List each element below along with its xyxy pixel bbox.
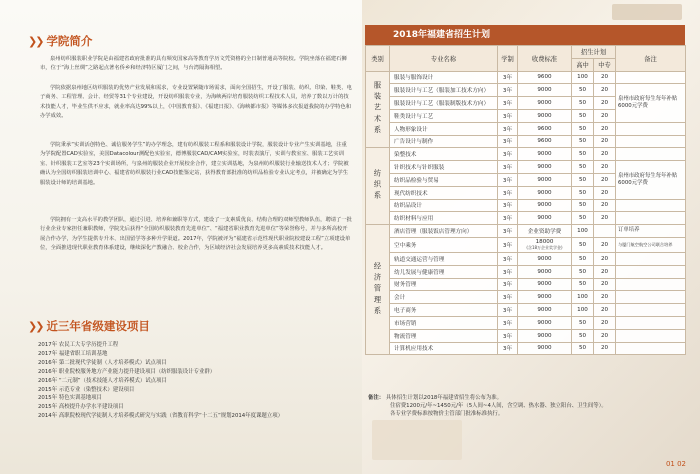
double-chevron-icon: ❯❯	[28, 34, 43, 48]
intro-paragraph: 泉州纺织服装职业学院是由福建省政府批准的具有频发国家高等教育学历文凭资格的全日制普通高等院校。学院坐落在福建石狮市，位于“海上丝绸”之路起点著名侨乡和经济特区厦门之间，与台湾隔海相望。	[40, 56, 347, 72]
years-cell: 3年	[498, 265, 518, 278]
remark-cell	[616, 212, 686, 225]
intro-paragraph: 学院依据泉州地区纺织服装的优势产业发展和需求，专业设置紧随市场需求，面向全国招生，开设了服装、纺织、印染、鞋类、电子商务、工程管理、会计、经贸等31个专业建设，开设纺织服装专业，为海峡两岸培育服装纺织工程技术人员，培养了数以万计的技术技能人才，毕业生供不应求，就业率高达99%以上，《中国教育报》、《福建日报》、《海峡都市报》等媒体多次报道我院的办学特色和办学成效。	[40, 85, 352, 120]
table-row	[366, 148, 686, 161]
gaozhong-cell: 50	[572, 135, 594, 148]
enrollment-plan	[365, 25, 685, 355]
table-header-row	[366, 46, 686, 59]
zhongzhuan-cell: 20	[594, 161, 616, 174]
table-row	[366, 304, 686, 317]
years-cell: 3年	[498, 316, 518, 329]
projects-list	[38, 341, 356, 421]
remark-cell: 泉州市政府每生每年补贴6000元学费	[616, 84, 686, 122]
years-cell: 3年	[498, 304, 518, 317]
major-cell: 纺织材料与应用	[390, 212, 498, 225]
gaozhong-cell: 50	[572, 252, 594, 265]
years-cell: 3年	[498, 252, 518, 265]
fee-cell: 9000	[518, 173, 572, 186]
zhongzhuan-cell: 20	[594, 291, 616, 304]
notes-label: 备注：	[368, 395, 385, 401]
decor-paper	[372, 420, 462, 460]
gaozhong-cell: 50	[572, 161, 594, 174]
gaozhong-cell: 50	[572, 173, 594, 186]
note-line: 住宿费1200元/年~1450元/年（5人间~4人间，含空调、热水器、独立阳台、卫生间等）。	[390, 403, 607, 410]
gaozhong-cell: 50	[572, 122, 594, 135]
major-cell: 广告设计与制作	[390, 135, 498, 148]
years-cell: 3年	[498, 278, 518, 291]
remark-cell: 泉州市政府每生每年补贴6000元学费	[616, 161, 686, 199]
intro-heading	[28, 33, 92, 49]
fee-cell: 企业资助学费	[518, 225, 572, 238]
major-cell: 鞋类设计与工艺	[390, 109, 498, 122]
list-item: 2015年 示范专业（染整技术）建设项目	[38, 386, 135, 393]
major-cell: 人物形象设计	[390, 122, 498, 135]
gaozhong-cell: 100	[572, 225, 594, 238]
major-cell: 服装设计与工艺（服装加工技术方向）	[390, 84, 498, 97]
list-item: 2016年 第二批现代学徒制（人才培养模式）试点项目	[38, 359, 167, 366]
zhongzhuan-cell: 20	[594, 316, 616, 329]
major-cell: 针织技术与针织服装	[390, 161, 498, 174]
gaozhong-cell: 50	[572, 329, 594, 342]
gaozhong-cell: 50	[572, 342, 594, 355]
list-item: 2016年 职业院校服务地方产业能力提升建设项目（纺织服装设计专业群）	[38, 368, 216, 375]
header-remark: 备注	[616, 46, 686, 72]
fee-cell: 9000	[518, 265, 572, 278]
fee-cell	[518, 237, 572, 252]
list-item: 2017年 福建省职工培训基地	[38, 350, 108, 357]
remark-cell	[616, 199, 686, 212]
table-row	[366, 265, 686, 278]
note-line: 各专业学费标准按物价主管部门批准标准执行。	[390, 411, 504, 418]
table-row	[366, 199, 686, 212]
remark-cell	[616, 71, 686, 84]
list-item: 2016年 “二元制”（技术技能人才培养模式）试点项目	[38, 377, 167, 384]
remark-cell	[616, 304, 686, 317]
double-chevron-icon: ❯❯	[28, 319, 43, 333]
table-row	[366, 252, 686, 265]
zhongzhuan-cell: 20	[594, 97, 616, 110]
major-cell: 物流管理	[390, 329, 498, 342]
remark-cell	[616, 316, 686, 329]
fee-cell: 9600	[518, 135, 572, 148]
decor-fabric	[612, 4, 682, 20]
header-major: 专业名称	[390, 46, 498, 72]
years-cell: 3年	[498, 161, 518, 174]
fee-sub-note: (含18万企业奖学金)	[526, 244, 563, 250]
fee-cell: 9000	[518, 316, 572, 329]
header-fee: 收费标准	[518, 46, 572, 72]
years-cell: 3年	[498, 186, 518, 199]
major-cell: 幼儿发展与健康管理	[390, 265, 498, 278]
fee-cell: 9000	[518, 342, 572, 355]
zhongzhuan-cell: 20	[594, 278, 616, 291]
fee-cell: 9600	[518, 122, 572, 135]
years-cell: 3年	[498, 71, 518, 84]
zhongzhuan-cell: 20	[594, 148, 616, 161]
table-row	[366, 278, 686, 291]
list-item: 2017年 农民工大专学历提升工程	[38, 342, 119, 348]
plan-title: 2018年福建省招生计划	[365, 25, 685, 45]
table-row	[366, 316, 686, 329]
years-cell: 3年	[498, 225, 518, 238]
gaozhong-cell: 100	[572, 304, 594, 317]
gaozhong-cell: 50	[572, 278, 594, 291]
table-row	[366, 225, 686, 238]
gaozhong-cell: 50	[572, 316, 594, 329]
fee-cell: 9000	[518, 161, 572, 174]
years-cell: 3年	[498, 97, 518, 110]
table-row	[366, 342, 686, 355]
remark-cell	[616, 122, 686, 135]
remark-cell	[616, 342, 686, 355]
major-cell: 市场营销	[390, 316, 498, 329]
fee-value: 18000	[535, 238, 554, 245]
zhongzhuan-cell: 20	[594, 135, 616, 148]
years-cell: 3年	[498, 148, 518, 161]
fee-cell: 9000	[518, 148, 572, 161]
projects-title: 近三年省级建设项目	[46, 319, 150, 333]
years-cell: 3年	[498, 109, 518, 122]
years-cell: 3年	[498, 342, 518, 355]
major-cell: 纺织品检验与贸易	[390, 173, 498, 186]
intro-title: 学院简介	[46, 34, 93, 48]
category-cell: 经济管理系	[366, 225, 390, 355]
table-row	[366, 212, 686, 225]
table-row	[366, 84, 686, 97]
zhongzhuan-cell: 20	[594, 212, 616, 225]
gaozhong-cell: 50	[572, 265, 594, 278]
zhongzhuan-cell: 20	[594, 199, 616, 212]
table-row	[366, 122, 686, 135]
years-cell: 3年	[498, 291, 518, 304]
major-cell: 电子商务	[390, 304, 498, 317]
table-row	[366, 237, 686, 252]
list-item: 2015年 特色实训基地项目	[38, 395, 102, 402]
zhongzhuan-cell: 20	[594, 265, 616, 278]
gaozhong-cell: 50	[572, 97, 594, 110]
years-cell: 3年	[498, 237, 518, 252]
fee-cell: 9000	[518, 186, 572, 199]
intro-paragraph: 学院秉承“实训活创特色、诚信服务学生”的办学理念，建有纺织服装工程系和服装设计学院，服装设计专业产生实训基地，注重为学院配置CAD实验室，美国Datacolour测配色实验室，德博服装CAD/CAM实验室，时装表演厅，实训与教室室、服装工艺实训室、针织服装工艺室等23个实训场所，与泉州的服装企业开展校企合作，建立实训基地，为泉州纺织服装行业输送技术人才；学院被确认为全国纺织服装培训中心、福建省纺织服装行业CAD技能鉴定站，获得教育部批准的纺织品检验专业认定考点，并被确定为学生服装设计师的培训基地。	[40, 142, 349, 186]
years-cell: 3年	[498, 173, 518, 186]
table-row	[366, 291, 686, 304]
note-text: 具体招生计划以2018年福建省招生将公布为准。	[385, 395, 503, 401]
fee-cell: 9000	[518, 212, 572, 225]
years-cell: 3年	[498, 135, 518, 148]
years-cell: 3年	[498, 84, 518, 97]
major-cell: 服装设计与工艺（服装制版技术方向）	[390, 97, 498, 110]
major-cell: 染整技术	[390, 148, 498, 161]
remark-cell	[616, 252, 686, 265]
remark-cell	[616, 265, 686, 278]
gaozhong-cell: 50	[572, 109, 594, 122]
zhongzhuan-cell: 20	[594, 84, 616, 97]
remark-cell	[616, 291, 686, 304]
zhongzhuan-cell: 20	[594, 342, 616, 355]
major-cell: 空中乘务	[390, 237, 498, 252]
plan-table	[365, 45, 686, 355]
remark-cell	[616, 278, 686, 291]
header-quota: 招生计划	[572, 46, 616, 59]
header-category: 类别	[366, 46, 390, 72]
header-gaozhong: 高中	[572, 58, 594, 71]
remark-cell: 与厦门航空航空公司联合培养	[616, 237, 686, 252]
projects-heading	[28, 318, 150, 334]
fee-cell: 9000	[518, 97, 572, 110]
zhongzhuan-cell: 20	[594, 71, 616, 84]
years-cell: 3年	[498, 199, 518, 212]
gaozhong-cell: 50	[572, 186, 594, 199]
gaozhong-cell: 50	[572, 199, 594, 212]
note-line	[368, 394, 686, 402]
zhongzhuan-cell: 20	[594, 304, 616, 317]
fee-cell: 9000	[518, 329, 572, 342]
header-zhongzhuan: 中专	[594, 58, 616, 71]
zhongzhuan-cell: 20	[594, 109, 616, 122]
fee-cell: 9000	[518, 199, 572, 212]
years-cell: 3年	[498, 212, 518, 225]
gaozhong-cell: 100	[572, 71, 594, 84]
zhongzhuan-cell: 20	[594, 186, 616, 199]
gaozhong-cell: 50	[572, 84, 594, 97]
fee-cell: 9000	[518, 84, 572, 97]
zhongzhuan-cell: 20	[594, 122, 616, 135]
remark-cell	[616, 329, 686, 342]
remark-cell: 订单培养	[616, 225, 686, 238]
major-cell: 服装与服饰设计	[390, 71, 498, 84]
major-cell: 轨道交通运营与管理	[390, 252, 498, 265]
remark-cell	[616, 148, 686, 161]
major-cell: 现代纺织技术	[390, 186, 498, 199]
zhongzhuan-cell: 20	[594, 252, 616, 265]
intro-paragraph: 学院拥有一支高水平的教学团队，通过引进、培养和兼职等方式，建设了一支素质优良、结构合理的双师型教师队伍，聘请了一批行业企业专家担任兼职教师，学院先后获得“全国纺织服装教育先进单位”、“福建省职业教育先进单位”等荣誉称号，并与多所高校开展合作办学，为学生提供专升本、出国留学等多种升学渠道。2017年，学院被评为“福建省示范性现代职业院校建设工程”立项建设单位，全面推进现代职业教育体系建设，继续深化产教融合、校企合作，为区域经济社会发展培养更多高素质技术技能人才。	[40, 217, 352, 252]
table-row	[366, 135, 686, 148]
remark-cell	[616, 135, 686, 148]
fee-cell: 9000	[518, 304, 572, 317]
list-item: 2015年 高校提升办学水平建设项目	[38, 404, 124, 411]
major-cell: 计算机应用技术	[390, 342, 498, 355]
zhongzhuan-cell: 20	[594, 237, 616, 252]
gaozhong-cell: 50	[572, 148, 594, 161]
major-cell: 酒店管理（服装饭店管理方向）	[390, 225, 498, 238]
header-years: 学制	[498, 46, 518, 72]
table-row	[366, 71, 686, 84]
table-row	[366, 329, 686, 342]
fee-cell: 9000	[518, 291, 572, 304]
fee-cell: 9000	[518, 109, 572, 122]
zhongzhuan-cell	[594, 225, 616, 238]
major-cell: 财务管理	[390, 278, 498, 291]
fee-cell: 9600	[518, 71, 572, 84]
category-cell: 纺织系	[366, 148, 390, 225]
major-cell: 纺织品设计	[390, 199, 498, 212]
zhongzhuan-cell: 20	[594, 329, 616, 342]
gaozhong-cell: 100	[572, 291, 594, 304]
list-item: 2014年 高职院校现代学徒制人才培养模式研究与实践（省教育科学“十二五”规划2014年度课题立项）	[38, 413, 283, 420]
years-cell: 3年	[498, 122, 518, 135]
plan-notes	[368, 394, 686, 419]
table-row	[366, 161, 686, 174]
years-cell: 3年	[498, 329, 518, 342]
major-cell: 会计	[390, 291, 498, 304]
category-cell: 服装艺术系	[366, 71, 390, 148]
gaozhong-cell: 50	[572, 237, 594, 252]
page-number: 01 02	[665, 460, 686, 468]
fee-cell: 9000	[518, 252, 572, 265]
zhongzhuan-cell: 20	[594, 173, 616, 186]
gaozhong-cell: 50	[572, 212, 594, 225]
fee-cell: 9000	[518, 278, 572, 291]
